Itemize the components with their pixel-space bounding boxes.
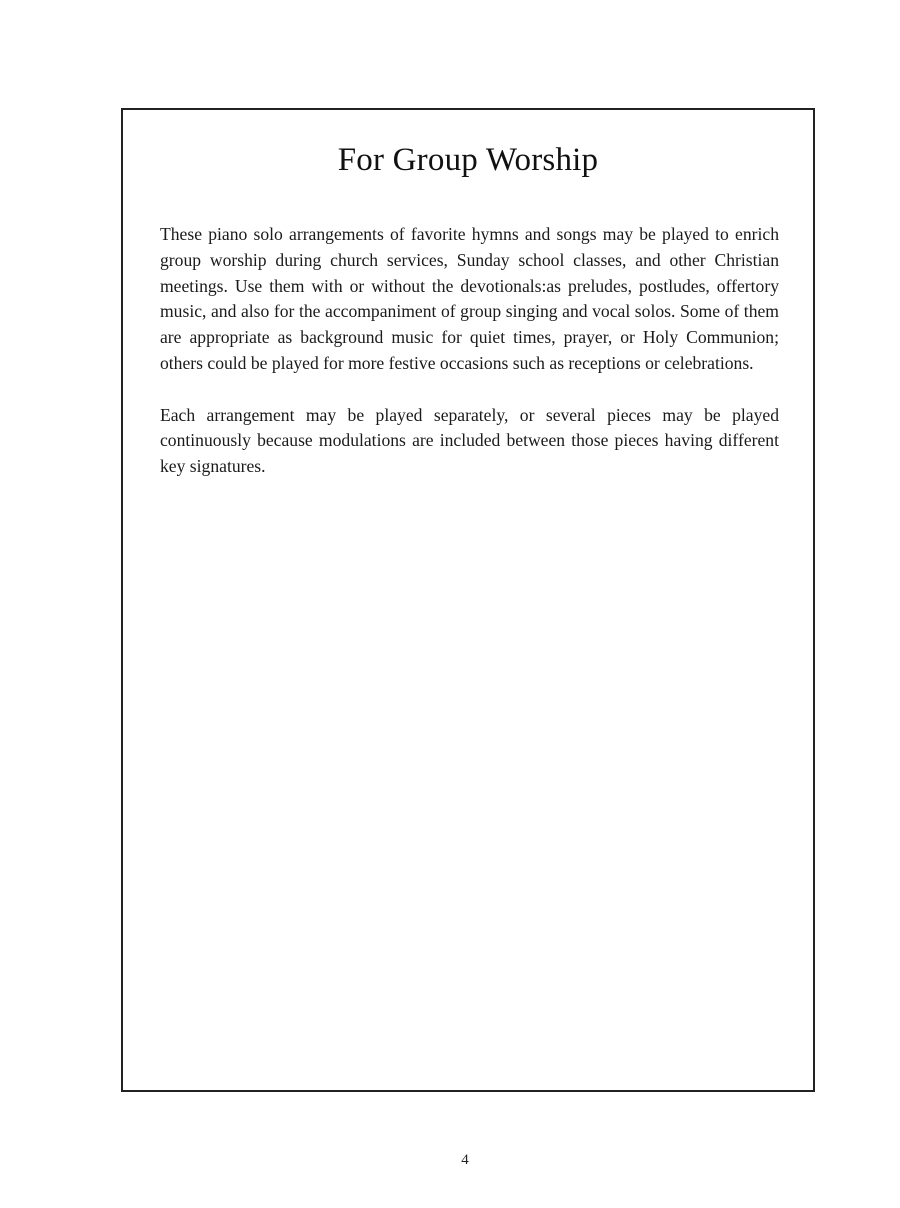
page-title: For Group Worship — [337, 142, 599, 178]
body-text — [160, 222, 779, 506]
page-border-frame — [121, 108, 815, 1092]
page-number: 4 — [461, 1152, 469, 1168]
paragraph-group-worship-uses: These piano solo arrangements of favorite hymns and songs may be played to enrich group worship during church services, Sunday school classes, and other Christian meetings. Use them with or without the devotionals:as preludes, postludes, offertory music, and also for the accompaniment of group singing and vocal solos. Some of them are appropriate as background music for quiet times, prayer, or Holy Communion; others could be played for more festive occasions such as receptions or celebrations. — [160, 224, 779, 373]
paragraph-arrangement-notes: Each arrangement may be played separately, or several pieces may be played continuously because modulations are included between those pieces having different key signatures. — [160, 404, 779, 477]
